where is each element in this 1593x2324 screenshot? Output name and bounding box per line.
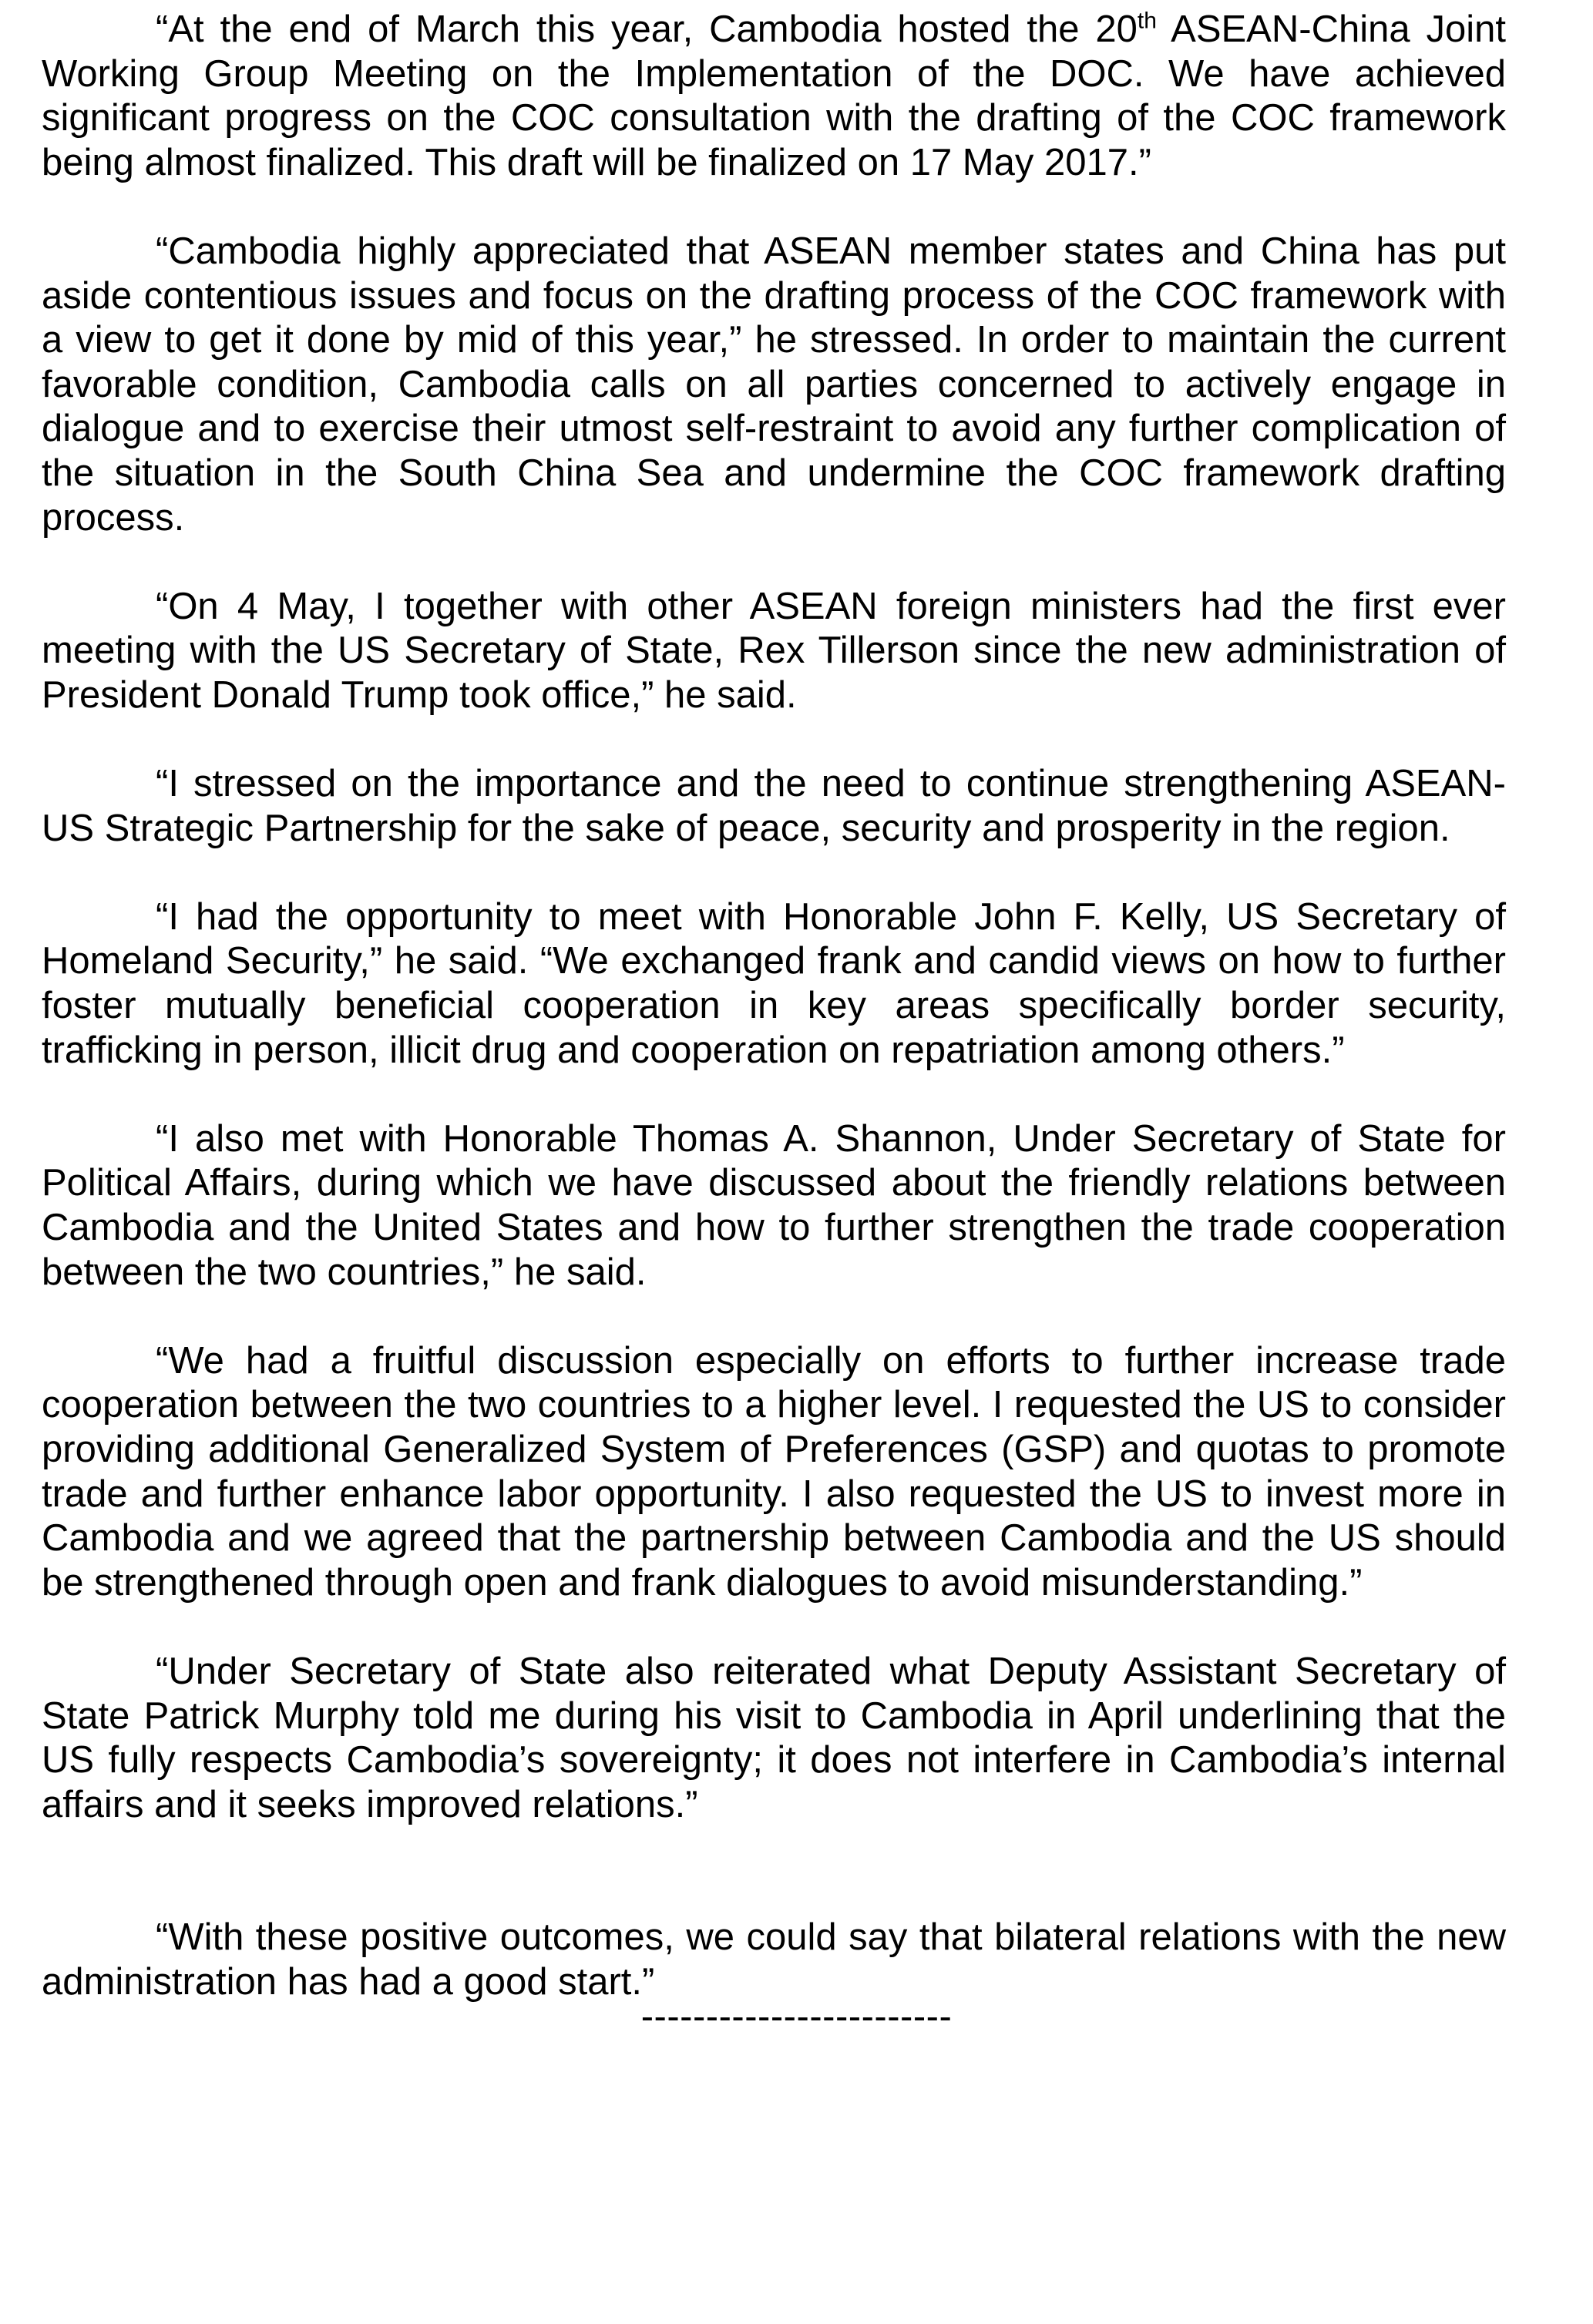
paragraph-spacer bbox=[42, 1295, 1506, 1339]
paragraph-spacer bbox=[42, 540, 1506, 585]
document-body bbox=[42, 8, 1506, 2005]
paragraph-text-part: “At the end of March this year, Cambodia hosted the 20 bbox=[156, 8, 1138, 50]
paragraph-shannon-meeting: “I also met with Honorable Thomas A. Shannon, Under Secretary of State for Political Affairs, during which we have discussed about the friendly relations between Cambodia and the United States and how to further strengthen the trade cooperation between the two countries,” he said. bbox=[42, 1117, 1506, 1293]
paragraph-sovereignty: “Under Secretary of State also reiterated what Deputy Assistant Secretary of State Patrick Murphy told me during his visit to Cambodia in April underlining that the US fully respects Cambodia’s sovereignty; it does not interfere in Cambodia’s internal affairs and it seeks improved relations.” bbox=[42, 1650, 1506, 1825]
paragraph-kelly-meeting: “I had the opportunity to meet with Honorable John F. Kelly, US Secretary of Homeland Security,” he said. “We exchanged frank and candid views on how to further foster mutually beneficial cooperation in key areas specifically border security, trafficking in person, illicit drug and cooperation on repatriation among others.” bbox=[42, 895, 1506, 1071]
paragraph-spacer bbox=[42, 1605, 1506, 1650]
paragraph-spacer bbox=[42, 185, 1506, 230]
paragraph-spacer bbox=[42, 851, 1506, 895]
paragraph-trade-discussion: “We had a fruitful discussion especially on efforts to further increase trade cooperation between the two countries to a higher level. I requested the US to consider providing additional Generalized System of Preferences (GSP) and quotas to promote trade and further enhance labor opportunity. I also requested the US to invest more in Cambodia and we agreed that the partnership between Cambodia and the US should be strengthened through open and frank dialogues to avoid misunderstanding.” bbox=[42, 1339, 1506, 1604]
paragraph-spacer bbox=[42, 718, 1506, 763]
end-divider: ------------------------ bbox=[640, 1996, 953, 2037]
paragraph-coc-framework: “Cambodia highly appreciated that ASEAN member states and China has put aside contentious issues and focus on the drafting process of the COC framework with a view to get it done by mid of this year,” he stressed. In order to maintain the current favorable condition, Cambodia calls on all parties concerned to actively engage in dialogue and to exercise their utmost self-restraint to avoid any further complication of the situation in the South China Sea and undermine the COC framework drafting process. bbox=[42, 230, 1506, 539]
paragraph-positive-outcomes: “With these positive outcomes, we could say that bilateral relations with the new administration has had a good start.” bbox=[42, 1916, 1506, 2003]
paragraph-text-part: ASEAN-China Joint Working Group Meeting on the Implementation of the DOC. We have achieved significant progress on the COC consultation with the drafting of the COC framework being almost finalized. This draft will be finalized on 17 May 2017.” bbox=[42, 8, 1506, 183]
paragraph-tillerson-meeting: “On 4 May, I together with other ASEAN foreign ministers had the first ever meeting with the US Secretary of State, Rex Tillerson since the new administration of President Donald Trump took office,” he said. bbox=[42, 585, 1506, 716]
paragraph-strategic-partnership: “I stressed on the importance and the need to continue strengthening ASEAN-US Strategic Partnership for the sake of peace, security and prosperity in the region. bbox=[42, 763, 1506, 849]
paragraph-asean-china-meeting bbox=[42, 8, 1506, 185]
ordinal-superscript: th bbox=[1137, 8, 1157, 34]
paragraph-spacer bbox=[42, 1827, 1506, 1916]
paragraph-spacer bbox=[42, 1073, 1506, 1117]
